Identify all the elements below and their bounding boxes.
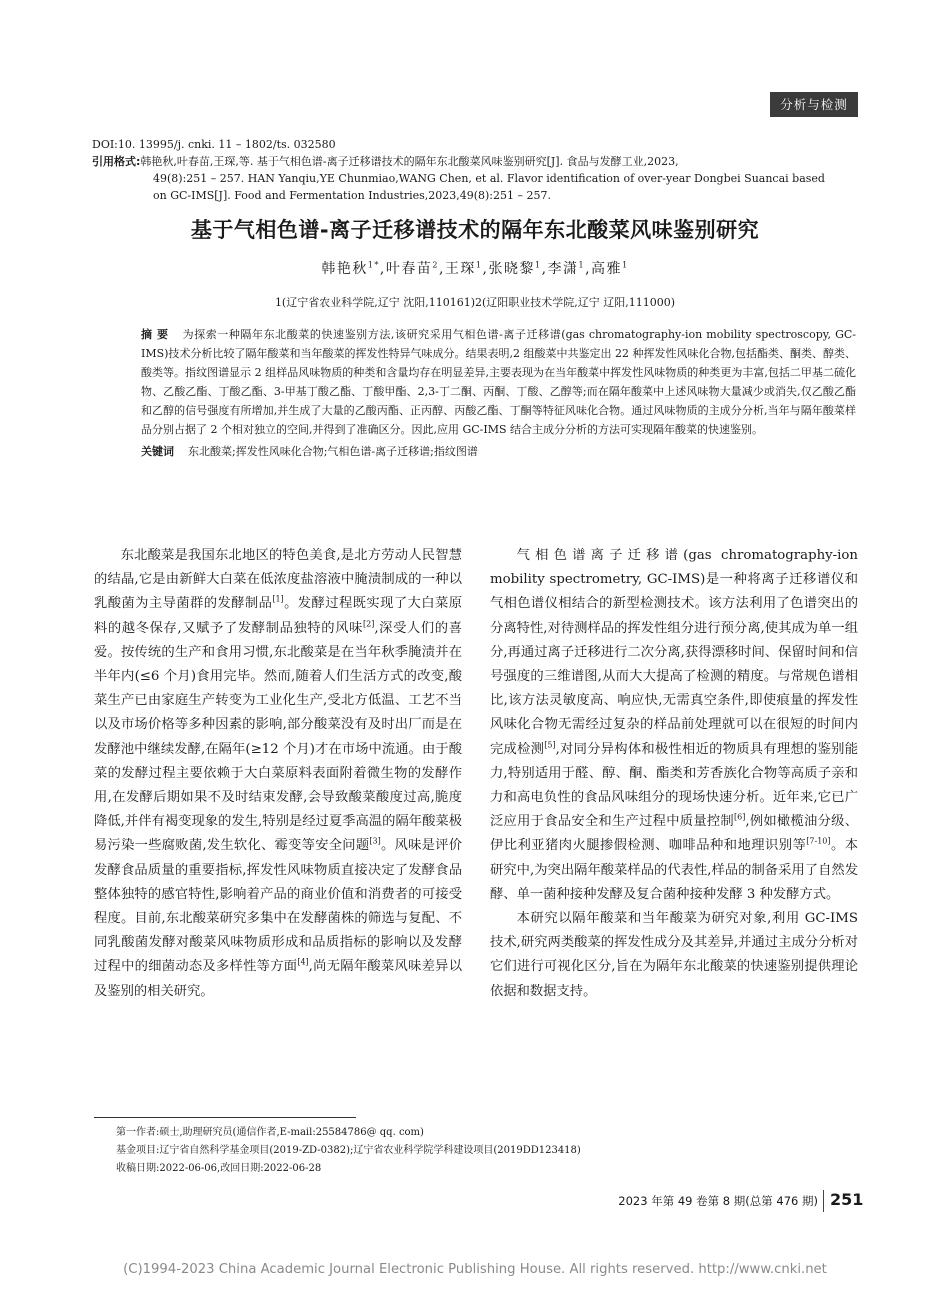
body-column-left [94,544,462,1004]
abstract [141,325,856,439]
footer-divider [823,1190,824,1212]
citation-ref[interactable]: [6] [733,812,746,822]
citation-ref[interactable]: [1] [272,594,284,604]
keywords-text: 东北酸菜;挥发性风味化合物;气相色谱-离子迁移谱;指纹图谱 [188,445,478,458]
body-text: ,深受人们的喜爱。按传统的生产和食用习惯,东北酸菜是在当年秋季腌渍并在半年内(≤6 个月)食用完毕。然而,随着人们生活方式的改变,酸菜生产已由家庭生产转变为工业化生产,受北方低温、工艺不当以及市场价格等多种因素的影响,部分酸菜没有及时出厂而是在发酵池中继续发酵,在隔年(≥12 个月)才在市场中流通。由于酸菜的发酵过程主要依赖于大白菜原料表面附着微生物的发酵作用,在发酵后期如果不及时结束发酵,会导致酸菜酸度过高,脆度降低,并伴有褐变现象的发生,特别是经过夏季高温的隔年酸菜极易污染一些腐败菌,发生软化、霉变等安全问题 [94,620,462,854]
citation-ref[interactable]: [2] [363,619,375,629]
citation-ref[interactable]: [5] [544,740,556,750]
footnote-dates: 收稿日期:2022-06-06,改回日期:2022-06-28 [116,1163,322,1174]
footnote-divider [94,1117,356,1118]
doi: DOI:10. 13995/j. cnki. 11 – 1802/ts. 032580 [92,138,336,151]
affiliations: 1(辽宁省农业科学院,辽宁 沈阳,110161)2(辽阳职业技术学院,辽宁 辽阳,111000) [274,296,676,309]
body-paragraph [490,544,858,907]
citation-text-1: 韩艳秋,叶春苗,王琛,等. 基于气相色谱-离子迁移谱技术的隔年东北酸菜风味鉴别研究[J]. 食品与发酵工业,2023, [140,155,679,168]
body-column-right [490,544,858,1004]
citation-line-3: on GC-IMS[J]. Food and Fermentation Industries,2023,49(8):251 – 257. [153,189,551,202]
citation-ref[interactable]: [7-10] [806,837,831,847]
citation-ref[interactable]: [4] [297,958,309,968]
citation-line-2: 49(8):251 – 257. HAN Yanqiu,YE Chunmiao,WANG Chen, et al. Flavor identification of over-year Dongbei Suancai based [153,172,825,185]
body-text: ,例如橄榄油分级、伊比利亚猪肉火腿掺假检测、咖啡品种和地理识别等 [490,814,858,854]
citation-line-1 [92,153,862,170]
copyright-watermark: (C)1994-2023 China Academic Journal Electronic Publishing House. All rights reserved. http://www.cnki.net [123,1262,827,1277]
body-text: 气相色谱离子迁移谱(gas chromatography-ion mobility spectrometry, GC-IMS)是一种将离子迁移谱仪和气相色谱仪相结合的新型检测技术。该方法利用了色谱突出的分离特性,对待测样品的挥发性组分进行预分离,使其成为单一组分,再通过离子迁移进行二次分离,获得漂移时间、保留时间和信号强度的三维谱图,从而大大提高了检测的精度。与常规色谱相比,该方法灵敏度高、响应快,无需真空条件,即使痕量的挥发性风味化合物无需经过复杂的样品前处理就可以在很短的时间内完成检测 [490,548,858,757]
body-text: ,对同分异构体和极性相近的物质具有理想的鉴别能力,特别适用于醛、醇、酮、酯类和芳香族化合物等高质子亲和力和高电负性的食品风味组分的现场快速分析。近年来,它已广泛应用于食品安全和生产过程中质量控制 [490,741,858,830]
citation-ref[interactable]: [3] [369,837,381,847]
journal-issue-info: 2023 年第 49 卷第 8 期(总第 476 期) [618,1194,818,1208]
keywords-label: 关键词 [141,445,174,458]
body-paragraph: 本研究以隔年酸菜和当年酸菜为研究对象,利用 GC-IMS 技术,研究两类酸菜的挥发性成分及其差异,并通过主成分分析对它们进行可视化区分,旨在为隔年东北酸菜的快速鉴别提供理论依据和数据支持。 [490,911,858,999]
body-text: 。风味是评价发酵食品质量的重要指标,挥发性风味物质直接决定了发酵食品整体独特的感官特性,影响着产品的商业价值和消费者的可接受程度。目前,东北酸菜研究多集中在发酵菌株的筛选与复配、不同乳酸菌发酵对酸菜风味物质形成和品质指标的影响以及发酵过程中的细菌动态及多样性等方面 [94,838,463,975]
body-paragraph [94,544,462,1004]
article-meta [92,136,862,204]
footnotes [116,1124,856,1178]
abstract-label: 摘 要 [141,328,169,341]
abstract-block [141,325,856,461]
keywords [141,442,856,461]
abstract-text: 为探索一种隔年东北酸菜的快速鉴别方法,该研究采用气相色谱-离子迁移谱(gas chromatography-ion mobility spectroscopy, GC-IMS)技术分析比较了隔年酸菜和当年酸菜的挥发性特异气味成分。结果表明,2 组酸菜中共鉴定出 22 种挥发性风味化合物,包括酯类、酮类、醇类、酸类等。指纹图谱显示 2 组样品风味物质的种类和含量均存在明显差异,主要表现为在当年酸菜中挥发性风味物质的种类更为丰富,包括二甲基二硫化物、乙酸乙酯、丁酸乙酯、3-甲基丁酸乙酯、丁酸甲酯、2,3-丁二酮、丙酮、丁酸、乙醇等;而在隔年酸菜中上述风味物大量减少或消失,仅乙酸乙酯和乙醇的信号强度有所增加,并生成了大量的乙酸丙酯、正丙醇、丙酸乙酯、丁酮等特征风味化合物。通过风味物质的主成分分析,当年与隔年酸菜样品分别占据了 2 个相对独立的空间,并得到了准确区分。因此,应用 GC-IMS 结合主成分分析的方法可实现隔年酸菜的快速鉴别。 [141,328,856,436]
body-text: 。本研究中,为突出隔年酸菜样品的代表性,样品的制备采用了自然发酵、单一菌种接种发酵及复合菌种接种发酵 3 种发酵方式。 [490,838,859,902]
body-text: 东北酸菜是我国东北地区的特色美食,是北方劳动人民智慧的结晶,它是由新鲜大白菜在低浓度盐溶液中腌渍制成的一种以乳酸菌为主导菌群的发酵制品 [94,548,462,612]
author-list: 韩艳秋$^{1*}$,叶春苗$^2$,王琛$^1$,张晓黎$^1$,李潇$^1$,高雅$^1$ [321,260,629,277]
footnote-author: 第一作者:硕士,助理研究员(通信作者,E-mail:25584786@ qq. com) [116,1127,424,1138]
footnote-fund: 基金项目:辽宁省自然科学基金项目(2019-ZD-0382);辽宁省农业科学院学科建设项目(2019DD123418) [116,1145,581,1156]
paper-title: 基于气相色谱-离子迁移谱技术的隔年东北酸菜风味鉴别研究 [190,218,760,242]
page-number: 251 [830,1190,864,1209]
body-text: ,尚无隔年酸菜风味差异以及鉴别的相关研究。 [94,959,462,999]
body-text: 。发酵过程既实现了大白菜原料的越冬保存,又赋予了发酵制品独特的风味 [94,596,462,636]
citation-label: 引用格式: [92,155,141,168]
section-tag: 分析与检测 [770,92,858,117]
